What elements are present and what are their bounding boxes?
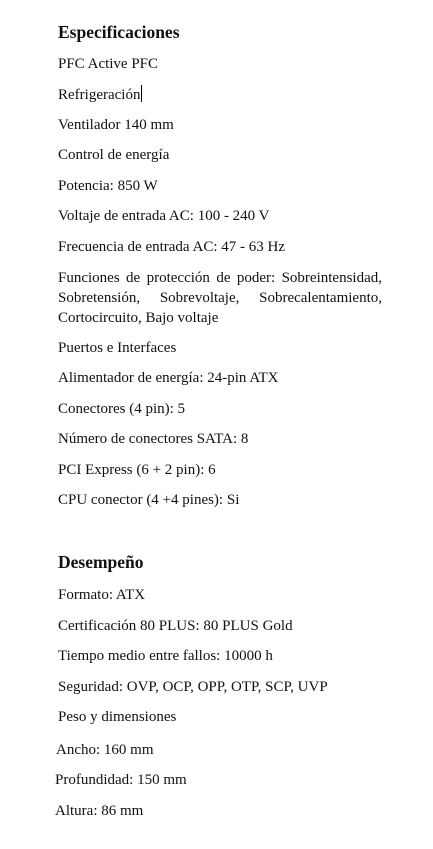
section-heading-desempeno: Desempeño	[58, 552, 144, 572]
spec-line-voltaje: Voltaje de entrada AC: 100 - 240 V	[58, 208, 270, 224]
text-cursor	[141, 85, 142, 102]
perf-line-ancho: Ancho: 160 mm	[56, 742, 154, 758]
spec-line-sata: Número de conectores SATA: 8	[58, 431, 249, 447]
spec-line-refrigeracion[interactable]	[58, 85, 142, 104]
spec-line-pci-express: PCI Express (6 + 2 pin): 6	[58, 462, 216, 478]
perf-line-peso-dimensiones: Peso y dimensiones	[58, 709, 177, 725]
spec-line-frecuencia: Frecuencia de entrada AC: 47 - 63 Hz	[58, 239, 285, 255]
perf-line-altura: Altura: 86 mm	[55, 803, 144, 819]
perf-line-formato: Formato: ATX	[58, 587, 146, 603]
spec-line-ventilador: Ventilador 140 mm	[58, 117, 174, 133]
spec-line-potencia: Potencia: 850 W	[58, 178, 158, 194]
section-heading-especificaciones: Especificaciones	[58, 22, 180, 42]
perf-line-tiempo-medio: Tiempo medio entre fallos: 10000 h	[58, 648, 273, 664]
spec-line-alimentador: Alimentador de energía: 24-pin ATX	[58, 370, 279, 386]
spec-line-control-energia: Control de energía	[58, 147, 170, 163]
spec-line-puertos: Puertos e Interfaces	[58, 340, 177, 356]
perf-line-profundidad: Profundidad: 150 mm	[55, 772, 187, 788]
spec-line-cpu-conector: CPU conector (4 +4 pines): Si	[58, 492, 240, 508]
spec-line-refrigeracion-text: Refrigeración	[58, 87, 141, 103]
perf-line-certificacion: Certificación 80 PLUS: 80 PLUS Gold	[58, 618, 293, 634]
spec-line-pfc: PFC Active PFC	[58, 56, 159, 72]
spec-paragraph-funciones-proteccion: Funciones de protección de poder: Sobreintensidad, Sobretensión, Sobrevoltaje, Sobrecalentamiento, Cortocircuito, Bajo voltaje	[58, 270, 382, 326]
perf-line-seguridad: Seguridad: OVP, OCP, OPP, OTP, SCP, UVP	[58, 679, 328, 695]
spec-line-conectores: Conectores (4 pin): 5	[58, 401, 186, 417]
